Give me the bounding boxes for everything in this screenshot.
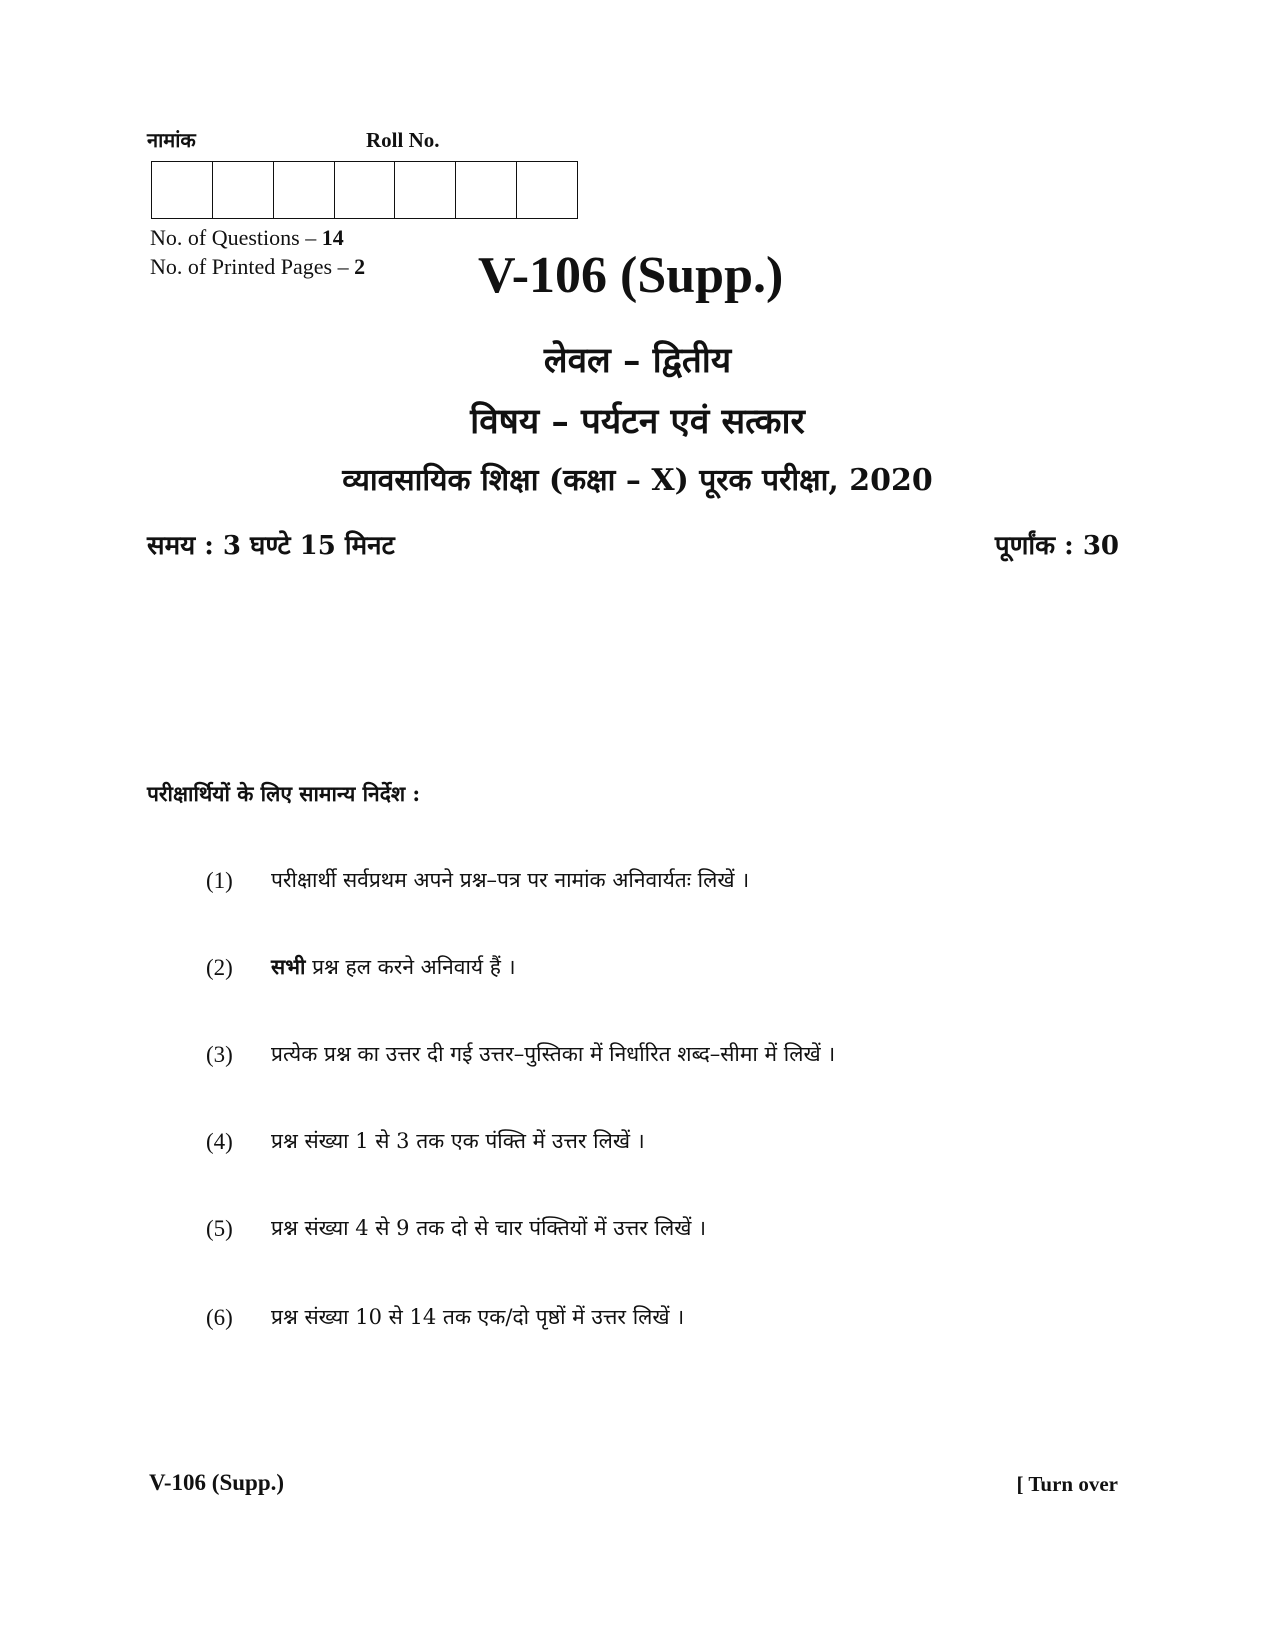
- time-allowed: समय : 3 घण्टे 15 मिनट: [147, 531, 395, 561]
- printed-pages: [150, 254, 365, 280]
- instruction-number: (5): [206, 1216, 233, 1241]
- roll-number-boxes[interactable]: [151, 161, 578, 219]
- roll-label-hindi: नामांक: [147, 128, 196, 152]
- instruction-number: (1): [206, 868, 233, 893]
- instruction-bold: सभी: [271, 954, 306, 979]
- instruction-number: (3): [206, 1042, 233, 1067]
- max-marks: पूर्णांक : 30: [994, 531, 1119, 561]
- num-questions-value: 14: [321, 225, 344, 250]
- footer-paper-code: V-106 (Supp.): [149, 1470, 285, 1495]
- roll-box[interactable]: [152, 162, 213, 218]
- exam-title: व्यावसायिक शिक्षा (कक्षा – X) पूरक परीक्षा, 2020: [342, 463, 933, 498]
- instruction-text: [271, 1040, 835, 1068]
- printed-pages-value: 2: [354, 254, 366, 279]
- instruction-text: [271, 1127, 645, 1155]
- instruction-body: प्रत्येक प्रश्न का उत्तर दी गई उत्तर–पुस्तिका में निर्धारित शब्द–सीमा में लिखें ।: [271, 1042, 836, 1066]
- num-questions: [150, 225, 344, 251]
- instruction-number: (4): [206, 1129, 233, 1154]
- instruction-text: [271, 866, 749, 894]
- instruction-text: [271, 1303, 684, 1331]
- instruction-number: (2): [206, 955, 233, 980]
- roll-box[interactable]: [335, 162, 396, 218]
- paper-code: V-106 (Supp.): [478, 247, 784, 304]
- turn-over-note: [ Turn over: [1016, 1472, 1118, 1496]
- instruction-body: प्रश्न संख्या 10 से 14 तक एक/दो पृष्ठों में उत्तर लिखें ।: [271, 1305, 685, 1329]
- level-title: लेवल – द्वितीय: [543, 340, 732, 381]
- roll-box[interactable]: [456, 162, 517, 218]
- instruction-body: प्रश्न संख्या 4 से 9 तक दो से चार पंक्तियों में उत्तर लिखें ।: [271, 1216, 707, 1240]
- roll-label-english: Roll No.: [366, 128, 440, 152]
- instruction-body: प्रश्न हल करने अनिवार्य हैं ।: [305, 955, 516, 979]
- num-questions-label: No. of Questions –: [150, 225, 317, 250]
- instruction-body: परीक्षार्थी सर्वप्रथम अपने प्रश्न–पत्र पर नामांक अनिवार्यतः लिखें ।: [271, 868, 750, 892]
- printed-pages-label: No. of Printed Pages –: [150, 254, 349, 279]
- roll-box[interactable]: [517, 162, 577, 218]
- roll-box[interactable]: [213, 162, 274, 218]
- instruction-text: [271, 953, 516, 981]
- roll-box[interactable]: [395, 162, 456, 218]
- roll-box[interactable]: [274, 162, 335, 218]
- instruction-number: (6): [206, 1305, 233, 1330]
- instruction-text: [271, 1214, 706, 1242]
- instructions-heading: परीक्षार्थियों के लिए सामान्य निर्देश :: [147, 781, 421, 806]
- subject-title: विषय – पर्यटन एवं सत्कार: [470, 401, 805, 442]
- instruction-body: प्रश्न संख्या 1 से 3 तक एक पंक्ति में उत्तर लिखें ।: [271, 1129, 645, 1153]
